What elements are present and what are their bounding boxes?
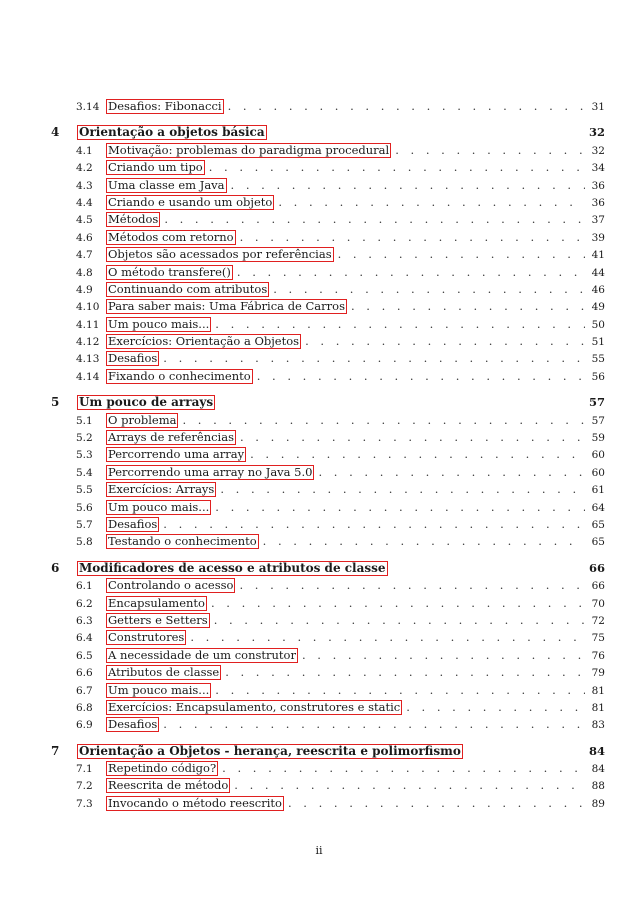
toc-section-row <box>51 333 605 350</box>
toc-entry-number: 3.14 <box>76 101 100 113</box>
toc-page-number: 36 <box>591 179 605 192</box>
toc-page-number: 46 <box>591 283 605 296</box>
toc-entry-number: 5.2 <box>76 432 93 445</box>
toc-page-number: 44 <box>591 266 605 279</box>
toc-entry-link[interactable]: Motivação: problemas do paradigma procedural <box>108 142 390 157</box>
toc-section-row <box>51 499 605 516</box>
toc-entry-link[interactable]: Para saber mais: Uma Fábrica de Carros <box>108 299 345 314</box>
toc-page-number: 64 <box>591 501 605 514</box>
toc-page-number: 36 <box>591 196 605 209</box>
toc-entry-link[interactable]: Exercícios: Orientação a Objetos <box>108 334 300 349</box>
toc-entry-link[interactable]: Orientação a objetos básica <box>79 125 265 140</box>
page-number-footer: ii <box>315 844 323 857</box>
toc-entry-number: 6.1 <box>76 580 93 593</box>
toc-section-row <box>51 142 605 159</box>
toc-entry-link[interactable]: Um pouco de arrays <box>79 395 214 410</box>
toc-section-row <box>51 795 605 812</box>
toc-entry-link[interactable]: Exercícios: Encapsulamento, construtores e static <box>108 699 401 714</box>
toc-entry-number: 7.2 <box>76 780 93 793</box>
toc-entry-number: 4.9 <box>76 283 93 296</box>
toc-entry-number: 4.5 <box>76 214 93 227</box>
toc-entry-link[interactable]: Orientação a Objetos - herança, reescrita e polimorfismo <box>79 743 461 758</box>
toc-section-row <box>51 264 605 281</box>
toc-chapter-row <box>51 560 605 577</box>
toc-page-number: 66 <box>591 580 605 593</box>
toc-section-row <box>51 159 605 176</box>
dot-leader <box>190 629 585 646</box>
toc-page-number: 49 <box>591 301 605 314</box>
dot-leader <box>237 264 585 281</box>
toc-entry-number: 4.11 <box>76 318 100 331</box>
dot-leader <box>302 647 585 664</box>
toc-chapter-row <box>51 394 605 411</box>
toc-entry-link[interactable]: Objetos são acessados por referências <box>108 247 332 262</box>
toc-section-row <box>51 98 605 115</box>
dot-leader <box>406 699 585 716</box>
dot-leader <box>305 333 585 350</box>
toc-section-row <box>51 350 605 367</box>
toc-entry-number: 4.6 <box>76 231 93 244</box>
toc-page-number: 79 <box>591 667 605 680</box>
toc-entry-link[interactable]: Desafios <box>108 351 158 366</box>
toc-page-number: 39 <box>591 231 605 244</box>
toc-section-row <box>51 777 605 794</box>
toc-entry-link[interactable]: Atributos de classe <box>108 665 220 680</box>
dot-leader <box>273 281 585 298</box>
toc-entry-link[interactable]: Exercícios: Arrays <box>108 482 215 497</box>
toc-entry-link[interactable]: Fixando o conhecimento <box>108 368 251 383</box>
toc-entry-link[interactable]: Continuando com atributos <box>108 281 268 296</box>
toc-page-number: 60 <box>591 466 605 479</box>
toc-entry-link[interactable]: Reescrita de método <box>108 778 229 793</box>
toc-entry-link[interactable]: O método transfere() <box>108 264 231 279</box>
dot-leader <box>257 368 585 385</box>
toc-entry-link[interactable]: Métodos <box>108 212 159 227</box>
toc-entry-number: 5.1 <box>76 414 93 427</box>
toc-section-row <box>51 446 605 463</box>
toc-section-row <box>51 246 605 263</box>
toc-entry-number: 4.8 <box>76 266 93 279</box>
toc-entry-number: 4.2 <box>76 162 93 175</box>
toc-entry-link[interactable]: Criando e usando um objeto <box>108 194 273 209</box>
toc-section-row <box>51 368 605 385</box>
toc-section-row <box>51 699 605 716</box>
toc-entry-number: 6.2 <box>76 597 93 610</box>
toc-page-number: 84 <box>591 763 605 776</box>
toc-section-row <box>51 533 605 550</box>
toc-page-number: 70 <box>591 597 605 610</box>
toc-entry-number: 4 <box>51 125 60 140</box>
toc-page-number: 88 <box>591 780 605 793</box>
toc-section-row <box>51 629 605 646</box>
dot-leader <box>215 499 585 516</box>
toc-entry-number: 4.12 <box>76 336 100 349</box>
toc-entry-number: 4.14 <box>76 370 100 383</box>
toc-section-row <box>51 177 605 194</box>
toc-entry-link[interactable]: Um pouco mais... <box>108 682 210 697</box>
dot-leader <box>288 795 585 812</box>
toc-section-row <box>51 464 605 481</box>
toc-entry-link[interactable]: Métodos com retorno <box>108 229 234 244</box>
dot-leader <box>182 412 585 429</box>
dot-leader <box>163 516 585 533</box>
dot-leader <box>395 142 585 159</box>
toc-entry-number: 6.4 <box>76 632 93 645</box>
dot-leader <box>240 229 585 246</box>
toc-entry-link[interactable]: Desafios <box>108 717 158 732</box>
toc-entry-link[interactable]: Um pouco mais... <box>108 499 210 514</box>
toc-entry-number: 6 <box>51 560 60 575</box>
toc-entry-link[interactable]: Invocando o método reescrito <box>108 795 282 810</box>
toc-section-row <box>51 682 605 699</box>
dot-leader <box>164 211 585 228</box>
toc-section-row <box>51 716 605 733</box>
toc-page-number: 83 <box>591 719 605 732</box>
toc-page-number: 32 <box>591 144 605 157</box>
toc-entry-number: 5.8 <box>76 536 93 549</box>
toc-page-number: 31 <box>591 101 605 113</box>
toc-entry-link[interactable]: Desafios <box>108 516 158 531</box>
toc-page-number: 81 <box>591 701 605 714</box>
toc-page-number: 32 <box>588 125 605 140</box>
toc-entry-number: 6.8 <box>76 701 93 714</box>
toc-entry-number: 4.3 <box>76 179 93 192</box>
toc-chapter-row <box>51 743 605 760</box>
dot-leader <box>228 98 585 115</box>
dot-leader <box>338 246 585 263</box>
toc-page-number: 51 <box>591 336 605 349</box>
dot-leader <box>240 429 585 446</box>
toc-page-number: 50 <box>591 318 605 331</box>
toc-section-row <box>51 211 605 228</box>
toc-page-number: 75 <box>591 632 605 645</box>
dot-leader <box>278 194 585 211</box>
dot-leader <box>209 159 585 176</box>
toc-page-number: 60 <box>591 449 605 462</box>
dot-leader <box>163 350 585 367</box>
toc-entry-link[interactable]: Uma classe em Java <box>108 177 225 192</box>
dot-leader <box>234 777 585 794</box>
dot-leader <box>351 298 585 315</box>
toc-entry-number: 5 <box>51 395 60 410</box>
toc-section-row <box>51 298 605 315</box>
toc-entry-number: 5.3 <box>76 449 93 462</box>
toc-section-row <box>51 612 605 629</box>
toc-entry-number: 4.10 <box>76 301 100 314</box>
toc-chapter-row <box>51 124 605 141</box>
toc-entry-link[interactable]: Percorrendo uma array <box>108 447 245 462</box>
toc-entry-link[interactable]: Encapsulamento <box>108 595 205 610</box>
toc-page-number: 89 <box>591 797 605 810</box>
toc-page-number: 72 <box>591 614 605 627</box>
toc-section-row <box>51 577 605 594</box>
dot-leader <box>225 664 585 681</box>
toc-entry-number: 5.6 <box>76 501 93 514</box>
toc-entry-link[interactable]: Arrays de referências <box>108 430 234 445</box>
toc-section-row <box>51 429 605 446</box>
toc-entry-number: 6.7 <box>76 684 93 697</box>
toc-entry-link[interactable]: Um pouco mais... <box>108 316 210 331</box>
toc-page-number: 34 <box>591 162 605 175</box>
dot-leader <box>215 316 585 333</box>
toc-page-number: 56 <box>591 370 605 383</box>
toc-page-number: 65 <box>591 518 605 531</box>
toc-entry-link[interactable]: Construtores <box>108 630 185 645</box>
toc-entry-link[interactable]: Testando o conhecimento <box>108 534 257 549</box>
toc-entry-number: 6.9 <box>76 719 93 732</box>
toc-entry-number: 4.4 <box>76 196 93 209</box>
toc-entry-number: 4.13 <box>76 353 100 366</box>
toc-entry-link[interactable]: Modificadores de acesso e atributos de classe <box>79 560 386 575</box>
toc-entry-number: 4.1 <box>76 144 93 157</box>
toc-page-number: 55 <box>591 353 605 366</box>
toc-section-row <box>51 481 605 498</box>
toc-section-row <box>51 595 605 612</box>
toc-section-row <box>51 281 605 298</box>
dot-leader <box>250 446 585 463</box>
toc-page-number: 37 <box>591 214 605 227</box>
dot-leader <box>318 464 585 481</box>
toc-section-row <box>51 412 605 429</box>
toc-page-number: 57 <box>591 414 605 427</box>
toc-entry-number: 5.7 <box>76 518 93 531</box>
toc-section-row <box>51 647 605 664</box>
toc-page-number: 61 <box>591 484 605 497</box>
toc-entry-number: 7.1 <box>76 763 93 776</box>
toc-section-row <box>51 316 605 333</box>
toc-entry-link[interactable]: Desafios: Fibonacci <box>108 99 222 113</box>
toc-entry-link[interactable]: Repetindo código? <box>108 761 217 776</box>
toc-entry-number: 6.3 <box>76 614 93 627</box>
dot-leader <box>163 716 585 733</box>
toc-entry-number: 6.6 <box>76 667 93 680</box>
dot-leader <box>220 481 585 498</box>
toc-entry-number: 7.3 <box>76 797 93 810</box>
toc-page-number: 65 <box>591 536 605 549</box>
toc-section-row <box>51 229 605 246</box>
toc-page-number: 76 <box>591 649 605 662</box>
toc-entry-link[interactable]: O problema <box>108 412 177 427</box>
dot-leader <box>239 577 585 594</box>
toc-entry-link[interactable]: A necessidade de um construtor <box>108 647 296 662</box>
toc-page-number: 41 <box>591 249 605 262</box>
toc-entry-number: 6.5 <box>76 649 93 662</box>
toc-entry-number: 4.7 <box>76 249 93 262</box>
dot-leader <box>263 533 585 550</box>
dot-leader <box>231 177 585 194</box>
toc-section-row <box>51 664 605 681</box>
toc-page-number: 84 <box>588 743 605 758</box>
dot-leader <box>222 760 585 777</box>
toc-page-number: 57 <box>588 395 605 410</box>
toc-entry-link[interactable]: Percorrendo uma array no Java 5.0 <box>108 464 313 479</box>
toc-page-number: 59 <box>591 432 605 445</box>
toc-page-number: 66 <box>588 560 605 575</box>
toc-entry-number: 7 <box>51 743 60 758</box>
toc-section-row <box>51 194 605 211</box>
dot-leader <box>214 612 585 629</box>
toc-page-number: 81 <box>591 684 605 697</box>
toc-entry-link[interactable]: Criando um tipo <box>108 160 203 175</box>
toc-entry-number: 5.5 <box>76 484 93 497</box>
toc-entry-link[interactable]: Controlando o acesso <box>108 578 234 593</box>
table-of-contents <box>51 98 605 812</box>
toc-section-row <box>51 516 605 533</box>
toc-section-row <box>51 760 605 777</box>
toc-entry-link[interactable]: Getters e Setters <box>108 612 208 627</box>
toc-entry-number: 5.4 <box>76 466 93 479</box>
dot-leader <box>211 595 585 612</box>
dot-leader <box>215 682 585 699</box>
